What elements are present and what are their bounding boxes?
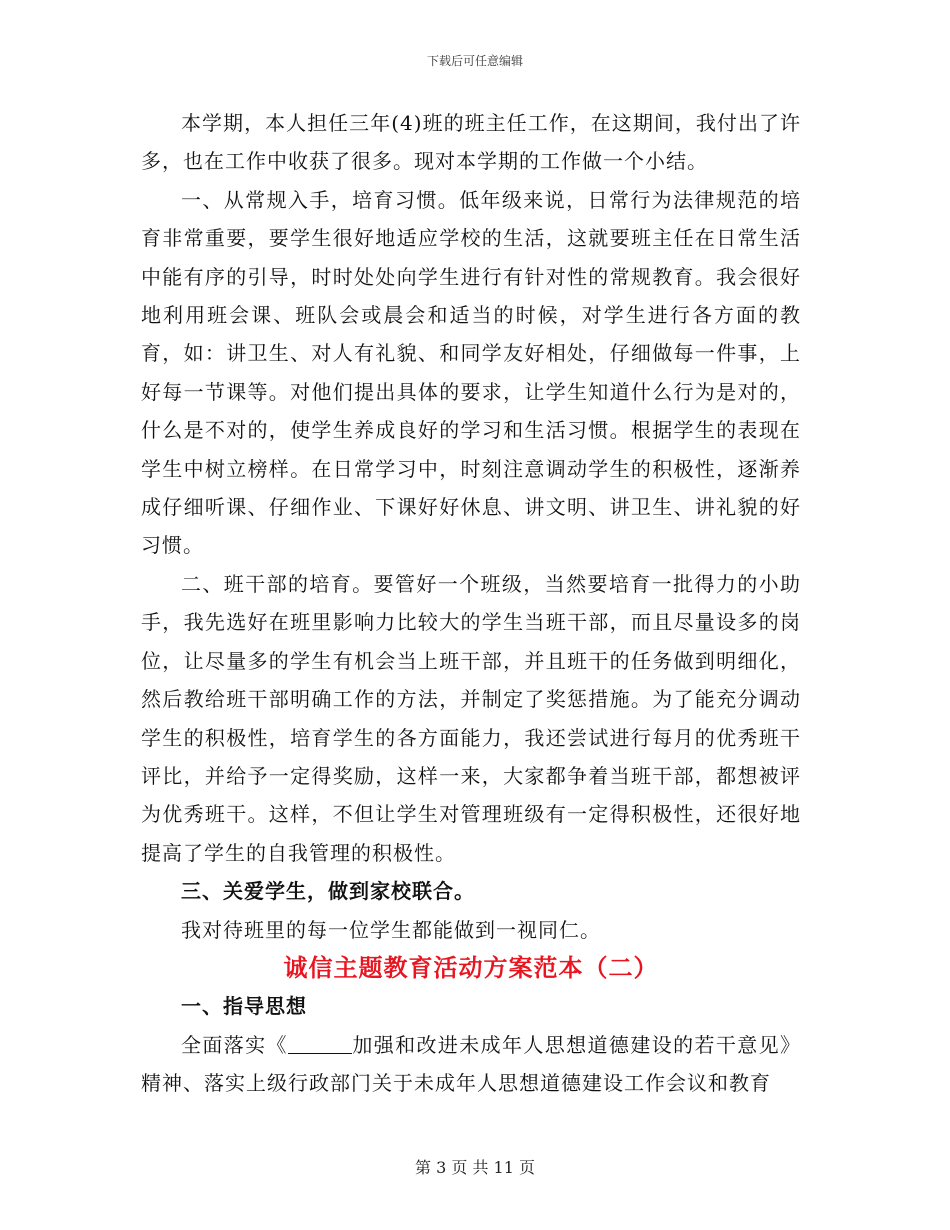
guiding-text-rest: 加强和改进未成年人思想道德建设的若干意见》精神、落实上级行政部门关于未成年人思想道德建设工作会议和教育 xyxy=(141,1032,802,1096)
guiding-ideology-paragraph xyxy=(141,1026,801,1103)
page-footer: 第 3 页 共 11 页 xyxy=(415,1158,535,1177)
section-3-heading: 三、关爱学生，做到家校联合。 xyxy=(181,879,475,904)
page-header: 下载后可任意编辑 xyxy=(426,54,523,68)
section-1-paragraph: 一、从常规入手，培育习惯。低年级来说，日常行为法律规范的培育非常重要，要学生很好地适应学校的生活，这就要班主任在日常生活中能有序的引导，时时处处向学生进行有针对性的常规教育。我会很好地利用班会课、班队会或晨会和适当的时候，对学生进行各方面的教育，如：讲卫生、对人有礼貌、和同学友好相处，仔细做每一件事，上好每一节课等。对他们提出具体的要求，让学生知道什么行为是对的，什么是不对的，使学生养成良好的学习和生活习惯。根据学生的表现在学生中树立榜样。在日常学习中，时刻注意调动学生的积极性，逐渐养成仔细听课、仔细作业、下课好好休息、讲文明、讲卫生、讲礼貌的好习惯。 xyxy=(141,187,801,558)
guiding-text-start: 全面落实《 xyxy=(181,1032,288,1057)
document-body xyxy=(141,104,801,1103)
section-2-paragraph: 二、班干部的培育。要管好一个班级，当然要培育一批得力的小助手，我先选好在班里影响力比较大的学生当班干部，而且尽量设多的岗位，让尽量多的学生有机会当上班干部，并且班干的任务做到明细化，然后教给班干部明确工作的方法，并制定了奖惩措施。为了能充分调动学生的积极性，培育学生的各方面能力，我还尝试进行每月的优秀班干评比，并给予一定得奖励，这样一来，大家都争着当班干部，都想被评为优秀班干。这样，不但让学生对管理班级有一定得积极性，还很好地提高了学生的自我管理的积极性。 xyxy=(141,571,801,865)
intro-paragraph: 本学期，本人担任三年(4)班的班主任工作，在这期间，我付出了许多，也在工作中收获了很多。现对本学期的工作做一个小结。 xyxy=(141,111,801,174)
fill-in-blank xyxy=(288,1033,352,1054)
guiding-ideology-heading: 一、指导思想 xyxy=(181,994,307,1019)
document-2-title: 诚信主题教育活动方案范本（二） xyxy=(283,952,659,982)
section-3-paragraph: 我对待班里的每一位学生都能做到一视同仁。 xyxy=(181,917,601,942)
